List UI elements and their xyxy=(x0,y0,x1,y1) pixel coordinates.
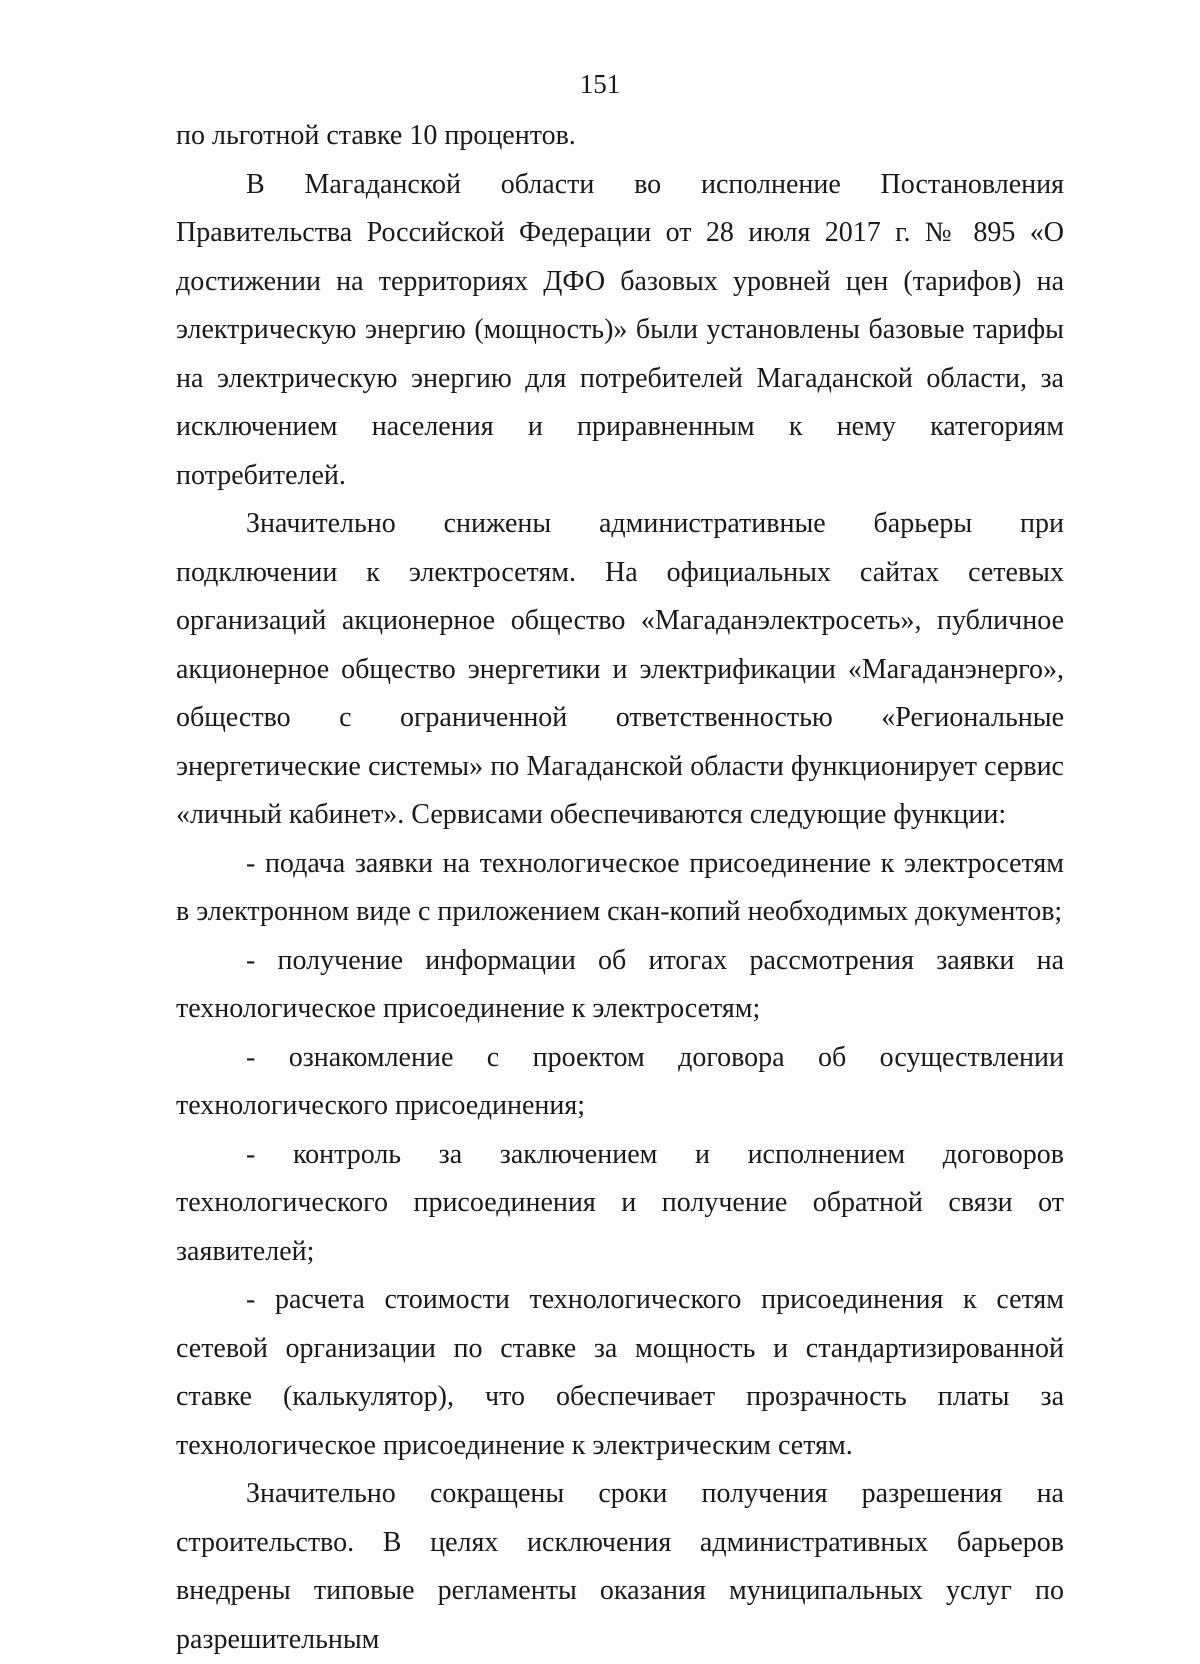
list-item-contract-control: - контроль за заключением и исполнением договоров технологического присоединения и получение обратной связи от заявителей; xyxy=(176,1138,1064,1267)
list-item-application: - подача заявки на технологическое присоединение к электросетям в электронном виде с приложением скан-копий необходимых документов; xyxy=(176,847,1064,927)
list-item-contract-draft: - ознакомление с проектом договора об осуществлении технологического присоединения; xyxy=(176,1041,1064,1121)
list-item-review-info: - получение информации об итогах рассмотрения заявки на технологическое присоединение к электросетям; xyxy=(176,944,1064,1024)
document-body xyxy=(176,112,1064,1664)
paragraph-admin-barriers: Значительно снижены административные барьеры при подключении к электросетям. На официальных сайтах сетевых организаций акционерное общество «Магаданэлектросеть», публичное акционерное общество энергетики и электрификации «Магаданэнерго», общество с ограниченной ответственностью «Региональные энергетические системы» по Магаданской области функционирует сервис «личный кабинет». Сервисами обеспечиваются следующие функции: xyxy=(176,508,1064,830)
list-item-cost-calculation: - расчета стоимости технологического присоединения к сетям сетевой организации по ставке за мощность и стандартизированной ставке (калькулятор), что обеспечивает прозрачность платы за технологическое присоединение к электрическим сетям. xyxy=(176,1284,1064,1461)
paragraph-continuation: по льготной ставке 10 процентов. xyxy=(176,120,576,151)
paragraph-base-tariffs: В Магаданской области во исполнение Постановления Правительства Российской Федерации от 28 июля 2017 г. № 895 «О достижении на территориях ДФО базовых уровней цен (тарифов) на электрическую энергию (мощность)» были установлены базовые тарифы на электрическую энергию для потребителей Магаданской области, за исключением населения и приравненным к нему категориям потребителей. xyxy=(176,168,1064,491)
page-number: 151 xyxy=(579,69,621,99)
paragraph-construction-permits: Значительно сокращены сроки получения разрешения на строительство. В целях исключения административных барьеров внедрены типовые регламенты оказания муниципальных услуг по разрешительным xyxy=(176,1478,1064,1655)
